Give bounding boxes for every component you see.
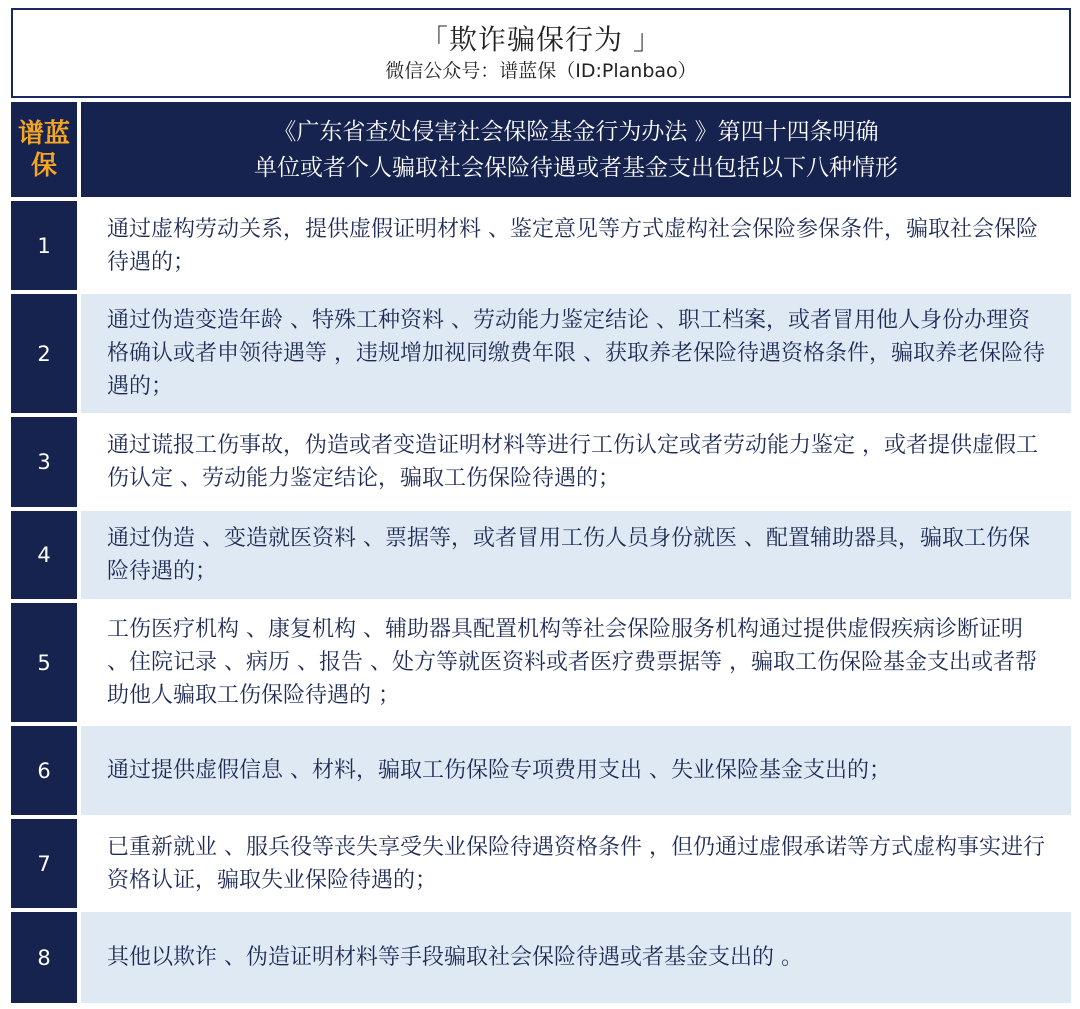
row-number: 6 — [11, 726, 77, 815]
fraud-table — [11, 8, 1071, 1003]
row-text: 通过谎报工伤事故，伪造或者变造证明材料等进行工伤认定或者劳动能力鉴定 ，或者提供虚假工伤认定 、劳动能力鉴定结论，骗取工伤保险待遇的； — [81, 417, 1071, 507]
row-text: 通过伪造变造年龄 、特殊工种资料 、劳动能力鉴定结论 、职工档案，或者冒用他人身份办理资格确认或者申领待遇等 ，违规增加视同缴费年限 、获取养老保险待遇资格条件，骗取养老保险待遇的； — [81, 294, 1071, 413]
brand-label — [11, 102, 77, 197]
table-row — [11, 912, 1071, 1003]
row-text: 通过伪造 、变造就医资料 、票据等，或者冒用工伤人员身份就医 、配置辅助器具，骗取工伤保险待遇的； — [81, 511, 1071, 599]
row-text: 工伤医疗机构 、康复机构 、辅助器具配置机构等社会保险服务机构通过提供虚假疾病诊断证明 、住院记录 、病历 、报告 、处方等就医资料或者医疗费票据等 ，骗取工伤保险基金支出或者帮助他人骗取工伤保险待遇的 ； — [81, 603, 1071, 722]
row-text: 通过虚构劳动关系，提供虚假证明材料 、鉴定意见等方式虚构社会保险参保条件，骗取社会保险待遇的； — [81, 201, 1071, 290]
table-header-text — [81, 102, 1071, 197]
row-number: 5 — [11, 603, 77, 722]
table-row — [11, 201, 1071, 290]
table-row — [11, 417, 1071, 507]
table-row — [11, 294, 1071, 413]
row-text: 已重新就业 、服兵役等丧失享受失业保险待遇资格条件 ，但仍通过虚假承诺等方式虚构事实进行资格认证，骗取失业保险待遇的； — [81, 819, 1071, 908]
row-text: 其他以欺诈 、伪造证明材料等手段骗取社会保险待遇或者基金支出的 。 — [81, 912, 1071, 1003]
page-subtitle: 微信公众号：谱蓝保（ID:Planbao） — [385, 60, 697, 82]
brand-label-line1: 谱蓝 — [17, 118, 70, 149]
table-title-box — [11, 8, 1071, 98]
brand-label-line2: 保 — [30, 150, 57, 181]
row-number: 1 — [11, 201, 77, 290]
row-number: 7 — [11, 819, 77, 908]
table-row — [11, 726, 1071, 815]
header-line2: 单位或者个人骗取社会保险待遇或者基金支出包括以下八种情形 — [254, 154, 898, 181]
table-row — [11, 511, 1071, 599]
row-text: 通过提供虚假信息 、材料，骗取工伤保险专项费用支出 、失业保险基金支出的； — [81, 726, 1071, 815]
table-row — [11, 603, 1071, 722]
row-number: 2 — [11, 294, 77, 413]
row-number: 4 — [11, 511, 77, 599]
row-number: 8 — [11, 912, 77, 1003]
table-header-row — [11, 102, 1071, 197]
row-number: 3 — [11, 417, 77, 507]
table-row — [11, 819, 1071, 908]
page-title: 「欺诈骗保行为 」 — [420, 23, 662, 56]
header-line1: 《广东省查处侵害社会保险基金行为办法 》第四十四条明确 — [273, 118, 879, 145]
